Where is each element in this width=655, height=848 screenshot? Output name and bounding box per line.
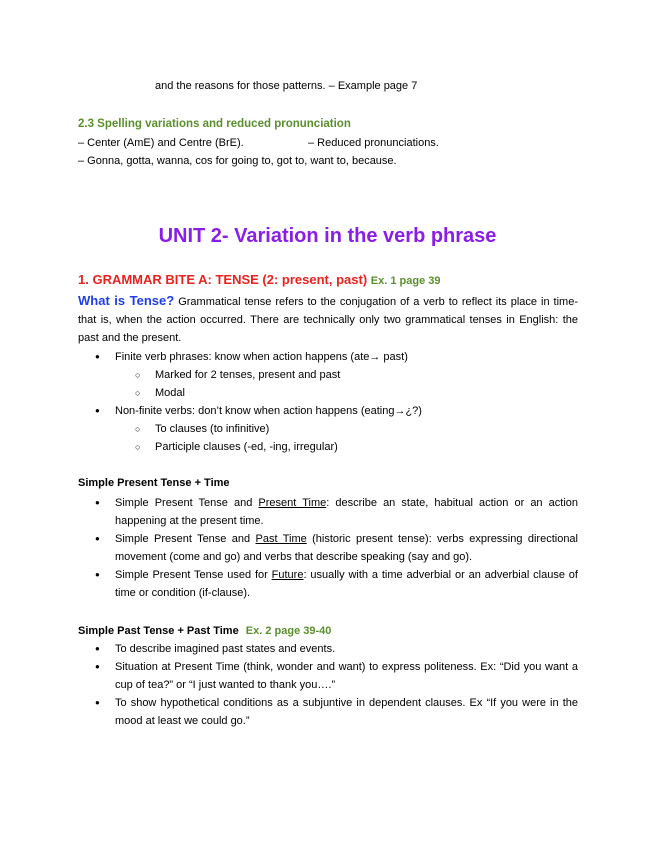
body-text: and the reasons for those patterns. – Example page 7 [155, 80, 418, 92]
subsection-heading: Simple Present Tense + Time [78, 477, 230, 489]
tense-definition [78, 292, 578, 347]
tense-question: What is Tense? [78, 293, 175, 308]
list-text: : usually with a time adverbial or an adverbial clause of time or condition (if-clause). [115, 569, 578, 599]
list-text-underlined: Future [271, 569, 304, 581]
list-text: Simple Present Tense and [115, 533, 256, 545]
subsection-heading [78, 624, 331, 638]
list-text: Simple Present Tense used for [115, 569, 272, 581]
unit-title: UNIT 2- Variation in the verb phrase [158, 225, 497, 247]
grammar-bite-heading [78, 272, 441, 289]
list-item: ○ To clauses (to infinitive) [155, 420, 269, 438]
list-item [115, 530, 578, 566]
list-item: ○ Modal [155, 384, 185, 402]
section-heading: 2.3 Spelling variations and reduced pronunciation [78, 118, 351, 130]
list-item: ● To show hypothetical conditions as a subjuntive in dependent clauses. Ex “If you were in the mood at least we could go.” [115, 694, 578, 730]
body-text: – Center (AmE) and Centre (BrE). [78, 137, 244, 149]
list-item: ● Situation at Present Time (think, wonder and want) to express politeness. Ex: “Did you want a cup of tea?” or “I just wanted to thank you….” [115, 658, 578, 694]
list-item: ○ Participle clauses (-ed, -ing, irregular) [155, 438, 338, 456]
list-text-underlined: Present Time [258, 497, 327, 509]
list-item [115, 494, 578, 530]
grammar-bite-title: 1. GRAMMAR BITE A: TENSE (2: present, past) [78, 272, 368, 287]
exercise-ref: Ex. 2 page 39-40 [245, 625, 332, 637]
list-text: : describe an state, habitual action or an action happening at the present time. [115, 497, 578, 527]
subsection-title: Simple Past Tense + Past Time [78, 625, 239, 637]
list-text: Simple Present Tense and [115, 497, 259, 509]
body-text: – Gonna, gotta, wanna, cos for going to, got to, want to, because. [78, 155, 397, 167]
list-text: (historic present tense): verbs expressing directional movement (come and go) and verbs that describe speaking (say and go). [115, 533, 578, 563]
list-text-underlined: Past Time [255, 533, 307, 545]
body-text: – Reduced pronunciations. [308, 137, 439, 149]
list-item [115, 566, 578, 602]
list-item: ○ Marked for 2 tenses, present and past [155, 366, 340, 384]
list-item: ● To describe imagined past states and events. [115, 640, 335, 658]
list-item: ● Non-finite verbs: don’t know when action happens (eating→¿?) [115, 402, 422, 420]
list-item: ● Finite verb phrases: know when action happens (ate→ past) [115, 348, 408, 366]
exercise-ref: Ex. 1 page 39 [370, 275, 441, 287]
tense-definition-text: Grammatical tense refers to the conjugation of a verb to reflect its place in time- that is, when the action occurred. There are technically only two grammatical tenses in English: the past and the present. [78, 296, 578, 344]
